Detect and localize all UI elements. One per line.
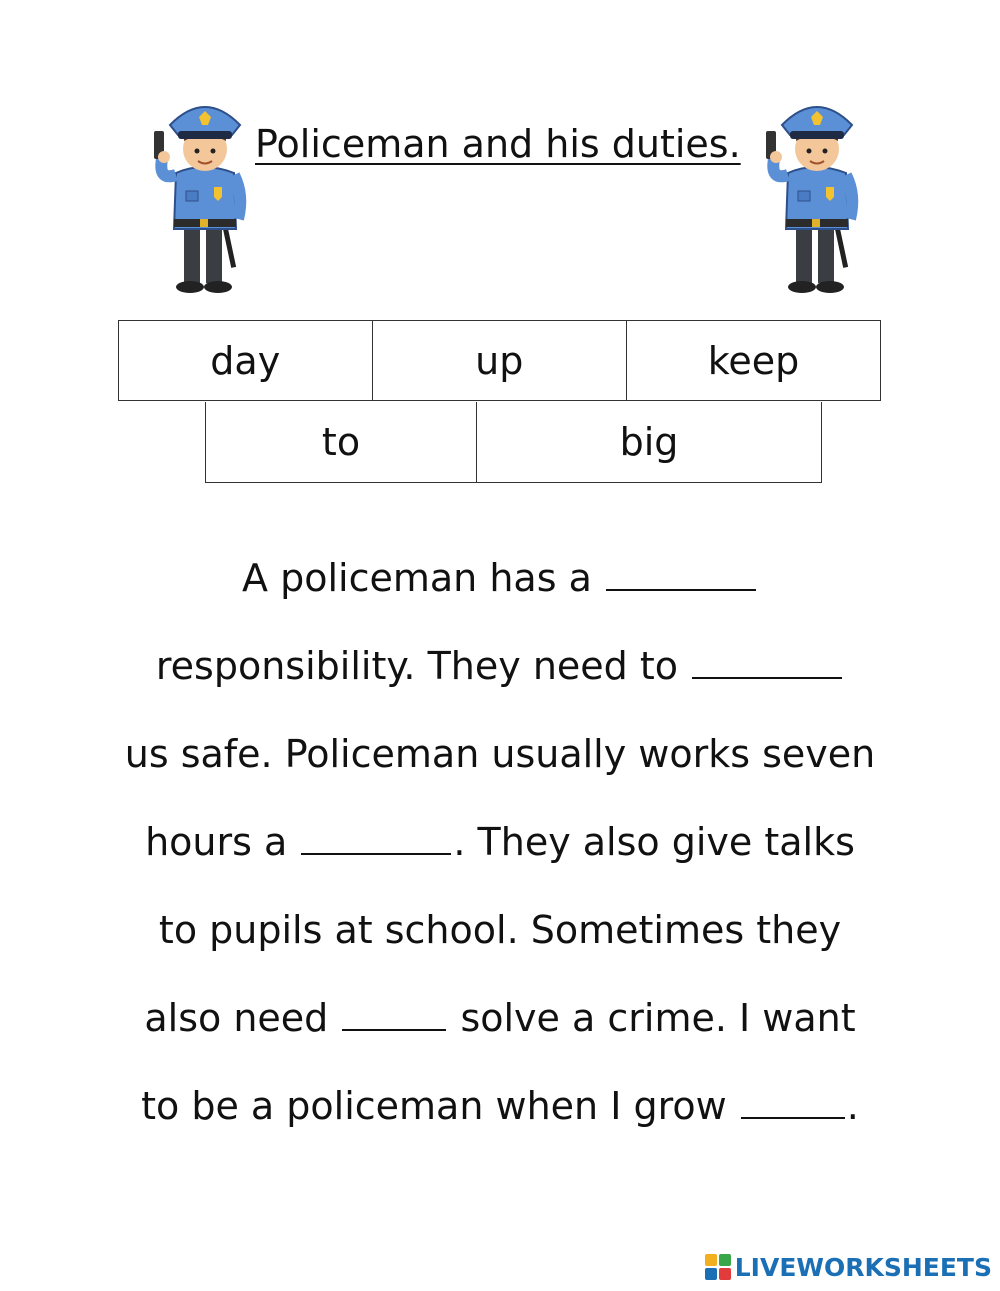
passage-text: also need xyxy=(144,996,341,1040)
passage-line xyxy=(0,633,1000,721)
policeman-right-illustration xyxy=(760,95,870,295)
word-bank-item[interactable]: up xyxy=(373,320,628,401)
logo-text: LIVEWORKSHEETS xyxy=(734,1252,992,1282)
answer-blank[interactable] xyxy=(301,823,451,855)
passage-text: . They also give talks xyxy=(453,820,855,864)
passage-line xyxy=(0,985,1000,1073)
passage-text: hours a xyxy=(145,820,300,864)
word-bank-item[interactable]: to xyxy=(205,402,477,483)
passage-text: to pupils at school. Sometimes they xyxy=(158,908,842,952)
word-bank-item[interactable]: keep xyxy=(627,320,881,401)
passage-line xyxy=(0,809,1000,897)
passage-text: A policeman has a xyxy=(242,556,604,600)
passage-text: responsibility. They need to xyxy=(155,644,691,688)
passage-line xyxy=(0,721,1000,809)
fill-in-passage xyxy=(0,545,1000,1161)
passage-text: solve a crime. I want xyxy=(448,996,856,1040)
passage-text: . xyxy=(846,1084,859,1128)
policeman-icon xyxy=(154,107,240,293)
word-bank-item[interactable]: day xyxy=(118,320,373,401)
liveworksheets-logo xyxy=(705,1251,992,1283)
passage-line xyxy=(0,545,1000,633)
word-bank-item[interactable]: big xyxy=(477,402,822,483)
answer-blank[interactable] xyxy=(342,999,446,1031)
passage-line xyxy=(0,1073,1000,1161)
word-bank-row-2 xyxy=(205,402,822,483)
answer-blank[interactable] xyxy=(692,647,842,679)
passage-text: us safe. Policeman usually works seven xyxy=(124,732,876,776)
passage-line xyxy=(0,897,1000,985)
page-title: Policeman and his duties. xyxy=(255,122,741,166)
logo-mark-icon xyxy=(705,1254,731,1280)
passage-text: to be a policeman when I grow xyxy=(141,1084,739,1128)
policeman-left-illustration xyxy=(148,95,258,295)
word-bank-row-1 xyxy=(118,320,881,401)
policeman-icon xyxy=(766,107,852,293)
answer-blank[interactable] xyxy=(606,559,756,591)
answer-blank[interactable] xyxy=(741,1087,845,1119)
